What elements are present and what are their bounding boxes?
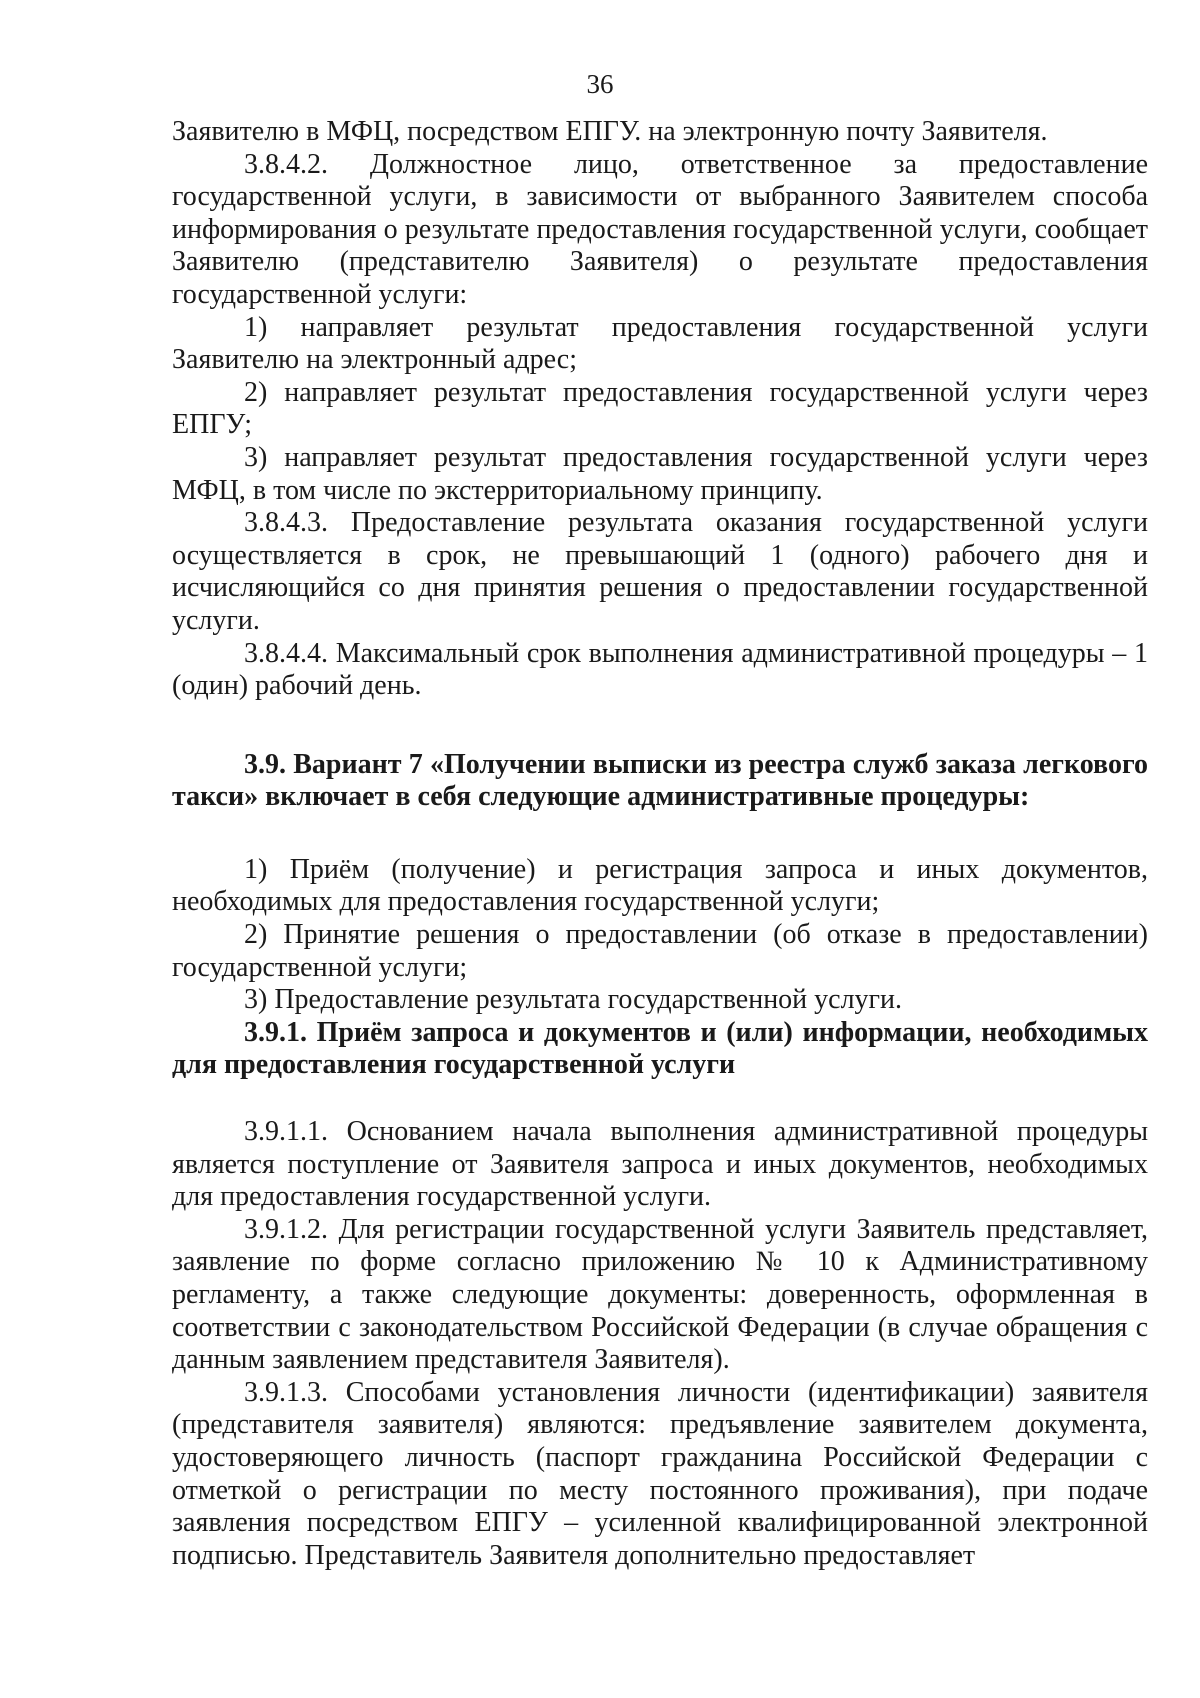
paragraph: 3.8.4.3. Предоставление результата оказания государственной услуги осуществляется в срок, не превышающий 1 (одного) рабочего дня и исчисляющийся со дня принятия решения о предоставлении государственной услуги. [172,507,1148,636]
section-heading: 3.9. Вариант 7 «Получении выписки из реестра служб заказа легкового такси» включает в себя следующие административные процедуры: [172,748,1148,813]
spacer [172,814,1148,854]
list-item: 3) Предоставление результата государственной услуги. [244,984,903,1016]
paragraph: 3.8.4.2. Должностное лицо, ответственное за предоставление государственной услуги, в зависимости от выбранного Заявителем способа информирования о результате предоставления государственной услуги, сообщает Заявителю (представителю Заявителя) о результате предоставления государственной услуги: [172,148,1148,310]
paragraph: 3.9.1.3. Способами установления личности (идентификации) заявителя (представителя заявителя) являются: предъявление заявителем документа, удостоверяющего личность (паспорт гражданина Российской Федерации с отметкой о регистрации по месту постоянного проживания), при подаче заявления посредством ЕПГУ – усиленной квалифицированной электронной подписью. Представитель Заявителя дополнительно предоставляет [172,1376,1148,1571]
spacer [172,1082,1148,1116]
spacer [172,703,1148,749]
paragraph: Заявителю в МФЦ, посредством ЕПГУ. на электронную почту Заявителя. [172,116,1048,147]
page-number: 36 [586,69,614,99]
list-item: 2) Принятие решения о предоставлении (об отказе в предоставлении) государственной услуги; [172,919,1148,983]
subsection-heading: 3.9.1. Приём запроса и документов и (или) информации, необходимых для предоставления государственной услуги [172,1016,1148,1081]
paragraph: 3.9.1.1. Основанием начала выполнения административной процедуры является поступление от Заявителя запроса и иных документов, необходимых для предоставления государственной услуги. [172,1116,1148,1213]
paragraph: 3.8.4.4. Максимальный срок выполнения административной процедуры – 1 (один) рабочий день. [172,637,1148,702]
list-item: 3) направляет результат предоставления государственной услуги через МФЦ, в том числе по экстерриториальному принципу. [172,441,1148,506]
paragraph: 3.9.1.2. Для регистрации государственной услуги Заявитель представляет, заявление по форме согласно приложению № 10 к Административному регламенту, а также следующие документы: доверенность, оформленная в соответствии с законодательством Российской Федерации (в случае обращения с данным заявлением представителя Заявителя). [172,1213,1148,1376]
document-body [172,116,1148,1572]
list-item: 1) направляет результат предоставления государственной услуги Заявителю на электронный адрес; [172,311,1148,376]
list-item: 2) направляет результат предоставления государственной услуги через ЕПГУ; [172,376,1148,441]
list-item: 1) Приём (получение) и регистрация запроса и иных документов, необходимых для предоставления государственной услуги; [172,853,1148,918]
